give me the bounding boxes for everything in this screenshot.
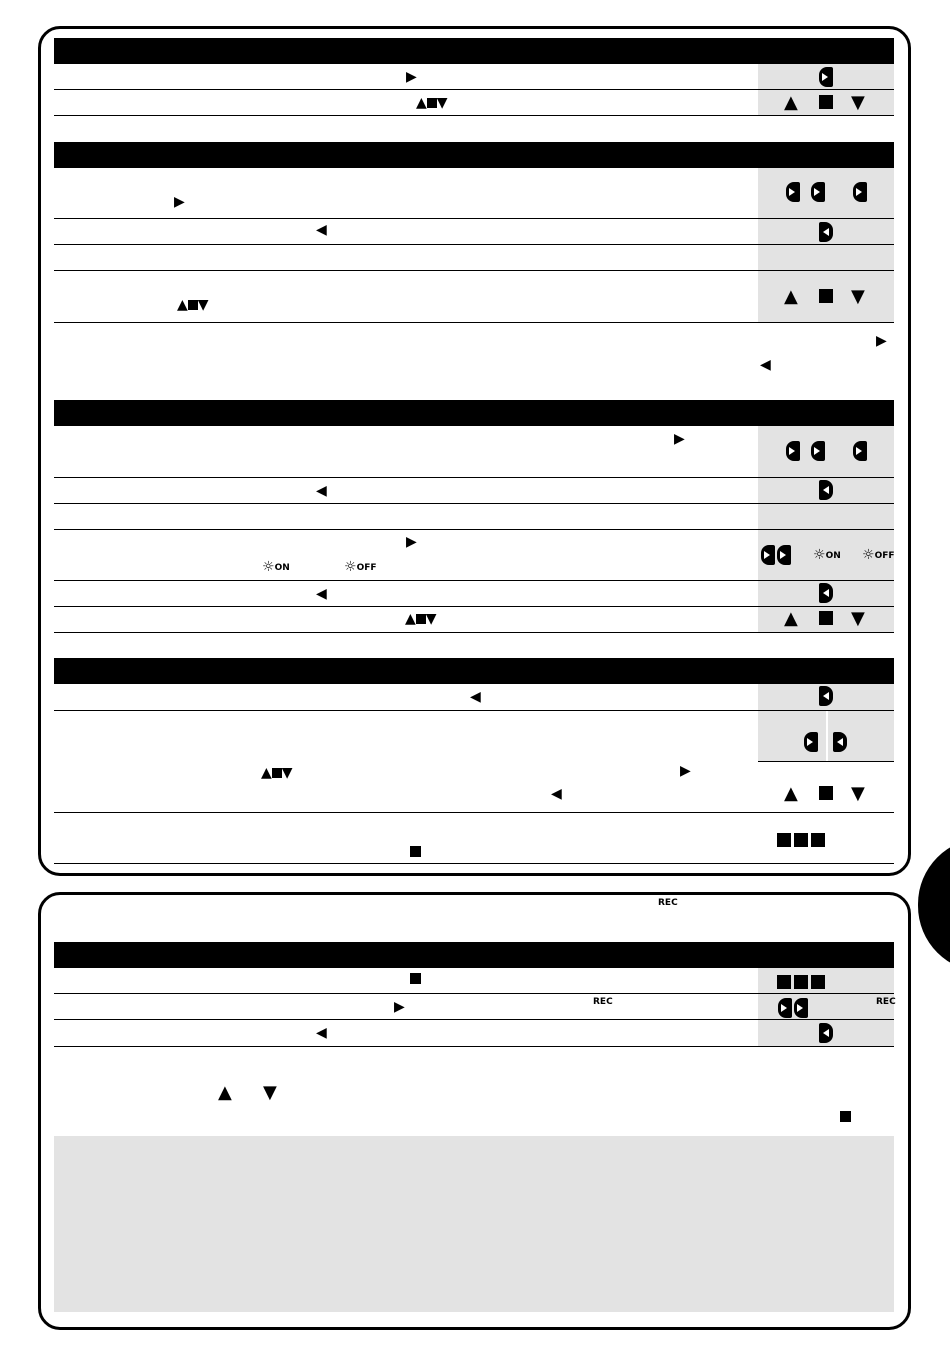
note-box: [54, 1136, 894, 1312]
button-left-icon: [778, 998, 792, 1018]
stop-square-icon: [410, 973, 421, 984]
down-triangle-icon: ▼: [263, 1082, 277, 1103]
play-right-icon: ▶: [674, 431, 685, 447]
button-left-icon: [804, 732, 818, 752]
button-left-icon: [811, 441, 825, 461]
divider: [758, 761, 894, 762]
section-1-header: [54, 38, 894, 64]
play-right-icon: ▶: [876, 333, 887, 349]
stop-square-icon: [819, 95, 833, 109]
table-row: [54, 426, 894, 478]
stop-square-row: [777, 831, 825, 849]
down-triangle-icon: ▼: [851, 92, 865, 113]
side-tab: [918, 838, 950, 972]
up-triangle-icon: ▲: [784, 608, 798, 629]
button-left-icon: [761, 545, 775, 565]
arrow-stop-icons: ▲ ▼: [416, 95, 448, 111]
play-right-icon: ▶: [680, 763, 691, 779]
up-triangle-icon: ▲: [784, 92, 798, 113]
play-right-icon: ▶: [394, 999, 405, 1015]
up-triangle-icon: ▲: [784, 783, 798, 804]
sun-icon: ☼OFF: [862, 547, 895, 563]
button-right-icon: [819, 583, 833, 603]
button-left-icon: [853, 441, 867, 461]
button-left-icon: [777, 545, 791, 565]
table-row: [54, 711, 894, 813]
play-left-icon: ◀: [316, 1025, 327, 1041]
play-left-icon: ◀: [470, 689, 481, 705]
section-3-header: [54, 400, 894, 426]
on-label: ON: [825, 551, 841, 561]
button-left-icon: [794, 998, 808, 1018]
button-right-icon: [833, 732, 847, 752]
divider: [826, 711, 828, 761]
button-right-icon: [819, 480, 833, 500]
button-left-icon: [853, 182, 867, 202]
button-left-icon: [819, 67, 833, 87]
table-row: [54, 64, 894, 90]
play-left-icon: ◀: [760, 357, 771, 373]
down-triangle-icon: ▼: [851, 286, 865, 307]
table-row: [54, 813, 894, 864]
button-right-icon: [819, 222, 833, 242]
table-row: [54, 607, 894, 633]
off-label: OFF: [356, 563, 377, 573]
table-row: [54, 90, 894, 116]
section-2-header: [54, 142, 894, 168]
stop-square-icon: [819, 786, 833, 800]
play-right-icon: ▶: [406, 534, 417, 550]
play-left-icon: ◀: [316, 586, 327, 602]
stop-square-row: [777, 973, 825, 991]
table-row: [54, 1020, 894, 1047]
table-row: [54, 245, 894, 271]
arrow-stop-icons: ▲ ▼: [261, 765, 293, 781]
rec-label: REC: [658, 898, 678, 908]
sun-icon: ☼OFF: [344, 559, 377, 575]
rec-label: REC: [876, 997, 896, 1007]
table-row: [54, 581, 894, 607]
arrow-stop-icons: ▲ ▼: [177, 297, 209, 313]
down-triangle-icon: ▼: [851, 783, 865, 804]
stop-square-icon: [819, 289, 833, 303]
off-label: OFF: [874, 551, 895, 561]
sun-icon: ☼ON: [262, 559, 290, 575]
play-right-icon: ▶: [406, 69, 417, 85]
section-4-header: [54, 658, 894, 684]
arrow-stop-icons: ▲ ▼: [405, 611, 437, 627]
play-right-icon: ▶: [174, 194, 185, 210]
sun-icon: ☼ON: [813, 547, 841, 563]
up-triangle-icon: ▲: [784, 286, 798, 307]
button-left-icon: [811, 182, 825, 202]
table-row: [54, 504, 894, 530]
button-left-icon: [786, 441, 800, 461]
up-triangle-icon: ▲: [218, 1082, 232, 1103]
play-left-icon: ◀: [316, 483, 327, 499]
stop-square-icon: [840, 1111, 851, 1122]
rec-label: REC: [593, 997, 613, 1007]
play-left-icon: ◀: [551, 786, 562, 802]
table-row: [54, 478, 894, 504]
down-triangle-icon: ▼: [851, 608, 865, 629]
table-row: [54, 968, 894, 994]
stop-square-icon: [819, 611, 833, 625]
table-row: [54, 219, 894, 245]
on-label: ON: [274, 563, 290, 573]
button-right-icon: [819, 686, 833, 706]
section-5-header: [54, 942, 894, 968]
table-row: [54, 994, 894, 1020]
stop-square-icon: [410, 846, 421, 857]
button-right-icon: [819, 1023, 833, 1043]
button-left-icon: [786, 182, 800, 202]
play-left-icon: ◀: [316, 222, 327, 238]
